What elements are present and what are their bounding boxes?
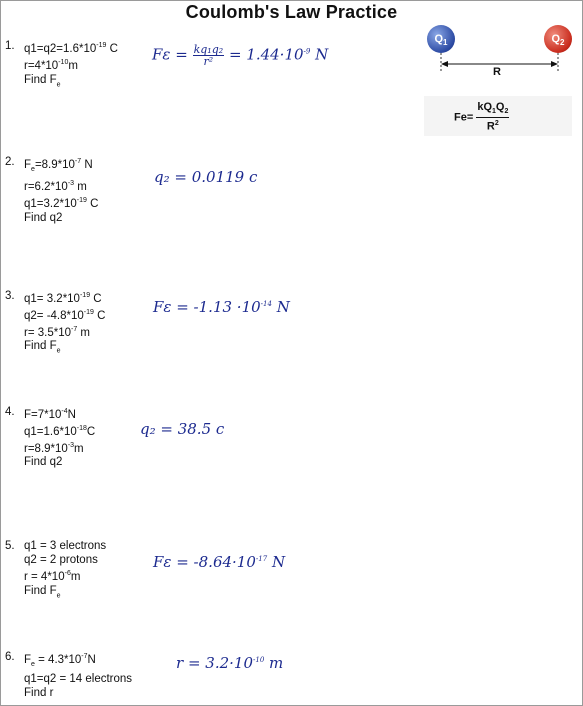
problem-number: 2. [5, 156, 15, 168]
answer-5-exponent: -17 [255, 555, 268, 563]
problem-lines [24, 289, 105, 359]
answer-6-text: r = 3.2·10 [176, 654, 253, 672]
problem-line [24, 289, 105, 306]
formula-r: R [486, 120, 495, 133]
answer-5-unit: N [267, 553, 286, 571]
text-run: F [24, 158, 32, 171]
exponent: -19 [79, 292, 91, 299]
text-run: Find F [24, 584, 57, 597]
text-run: C [106, 42, 118, 55]
coulomb-formula [454, 102, 509, 133]
problem-line [24, 177, 98, 194]
problem-number: 5. [5, 540, 15, 552]
text-run: N [67, 408, 76, 421]
problem-line [24, 405, 95, 422]
formula-sub2: 2 [504, 108, 509, 116]
text-run: Find q2 [24, 211, 63, 224]
charge-q1-label: Q [434, 33, 444, 45]
problem-line [24, 323, 105, 340]
text-run: q1= 3.2*10 [24, 292, 80, 305]
text-run: m [70, 570, 81, 583]
answer-4 [140, 420, 224, 438]
answer-6-exponent: -10 [253, 656, 265, 664]
subscript: e [56, 592, 61, 600]
exponent: -3 [67, 180, 75, 188]
problem-line [24, 422, 95, 439]
problem-line [24, 539, 106, 553]
text-run: m [74, 442, 84, 455]
answer-3-text: Fε = -1.13 ·10 [153, 298, 261, 316]
distance-label: R [493, 66, 501, 78]
charge-q2 [544, 25, 572, 53]
charge-q2-subscript: 2 [560, 38, 565, 48]
formula-r-exponent: 2 [494, 120, 499, 128]
text-run: C [86, 197, 99, 210]
answer-1-denominator: r² [203, 55, 214, 68]
answer-6 [176, 654, 283, 672]
problem-lines [24, 405, 95, 469]
problem-number: 6. [5, 651, 15, 663]
subscript: e [31, 166, 35, 174]
exponent: -7 [81, 653, 88, 660]
text-run: q1=q2=1.6*10 [24, 42, 97, 55]
problem-lines [24, 539, 106, 603]
text-run: C [93, 309, 106, 322]
exponent: -18 [76, 424, 87, 432]
problem-line [24, 339, 105, 358]
page-title: Coulomb's Law Practice [185, 2, 398, 22]
formula-denominator [476, 118, 509, 133]
charge-q1-subscript: 1 [443, 38, 448, 48]
text-run: Find F [24, 73, 57, 86]
text-run: Find F [24, 340, 57, 353]
text-run: F [24, 653, 32, 666]
problem-lines [24, 39, 118, 92]
answer-1 [152, 44, 328, 67]
problem-line [24, 584, 106, 603]
answer-5-text: Fε = -8.64·10 [153, 553, 256, 571]
text-run: F=7*10 [24, 408, 62, 421]
text-run: q1=3.2*10 [24, 197, 77, 210]
subscript: e [56, 347, 61, 355]
problem-line [24, 73, 118, 92]
text-run: r=4*10 [24, 59, 59, 72]
text-run: C [86, 425, 96, 438]
exponent: -7 [74, 158, 82, 165]
answer-6-unit: m [264, 654, 284, 672]
answer-1-numerator: kq₁q₂ [193, 43, 224, 56]
problem-lines [24, 155, 98, 225]
problem-number: 4. [5, 406, 15, 418]
text-run: Find q2 [24, 456, 63, 469]
problem-number: 3. [5, 290, 15, 302]
text-run: N [81, 158, 93, 171]
problem-line [24, 455, 95, 469]
text-run: m [74, 180, 87, 193]
answer-3-exponent: -14 [260, 300, 272, 308]
text-run: q1 = 3 electrons [24, 540, 107, 552]
charge-q2-label: Q [551, 33, 561, 45]
exponent: -19 [96, 42, 107, 49]
formula-fraction [476, 102, 509, 133]
exponent: -7 [71, 325, 78, 333]
text-run: = 4.3*10 [34, 653, 82, 666]
problem-line [24, 686, 132, 700]
subscript: e [56, 80, 61, 88]
charge-q1 [427, 25, 455, 53]
problem-number: 1. [5, 40, 15, 52]
text-run: C [90, 292, 102, 305]
problem-lines [24, 650, 132, 700]
text-run: q1=1.6*10 [24, 425, 77, 438]
problem-line [24, 155, 98, 177]
problem-line [24, 553, 106, 567]
formula-sub1: 1 [492, 108, 496, 116]
formula-kq: kQ [477, 101, 493, 113]
answer-4-text: q₂ = 38.5 c [140, 420, 225, 438]
answer-5 [153, 553, 285, 571]
formula-numerator [476, 102, 509, 118]
formula-q: Q [495, 101, 505, 113]
text-run: q1=q2 = 14 electrons [24, 673, 133, 686]
answer-3-unit: N [271, 298, 290, 316]
exponent: -10 [58, 58, 69, 66]
answer-1-fraction [193, 44, 225, 67]
problem-line [24, 672, 132, 686]
problem-line [24, 306, 105, 323]
exponent: -6 [64, 570, 71, 577]
answer-1-lhs: Fε = [152, 45, 188, 64]
answer-1-exponent: -9 [303, 47, 311, 56]
exponent: -4 [61, 408, 68, 415]
text-run: r=6.2*10 [24, 180, 68, 193]
text-run: q2 = 2 protons [24, 554, 98, 566]
formula-lhs: Fe= [454, 111, 474, 124]
problem-line [24, 650, 132, 672]
subscript: e [31, 661, 35, 669]
text-run: r = 4*10 [24, 570, 65, 583]
answer-1-unit: N [310, 45, 329, 64]
text-run: =8.9*10 [34, 158, 75, 171]
text-run: N [87, 653, 96, 666]
exponent: -19 [83, 308, 94, 316]
text-run: r=8.9*10 [24, 442, 68, 455]
exponent: -19 [76, 196, 87, 204]
problem-line [24, 56, 118, 73]
problem-line [24, 567, 106, 584]
text-run: r= 3.5*10 [24, 326, 71, 339]
answer-2 [154, 168, 257, 186]
answer-3 [153, 298, 290, 316]
charge-diagram [420, 20, 580, 90]
text-run: q2= -4.8*10 [24, 309, 84, 322]
problem-line [24, 194, 98, 211]
problem-line [24, 211, 98, 225]
answer-2-text: q₂ = 0.0119 c [154, 168, 258, 186]
text-run: Find r [24, 687, 54, 700]
text-run: m [77, 326, 91, 339]
text-run: m [68, 59, 78, 72]
exponent: -3 [67, 441, 75, 449]
problem-line [24, 39, 118, 56]
coulomb-formula-box [424, 96, 572, 136]
answer-1-rhs: = 1.44·10 [228, 45, 304, 64]
problem-line [24, 439, 95, 456]
